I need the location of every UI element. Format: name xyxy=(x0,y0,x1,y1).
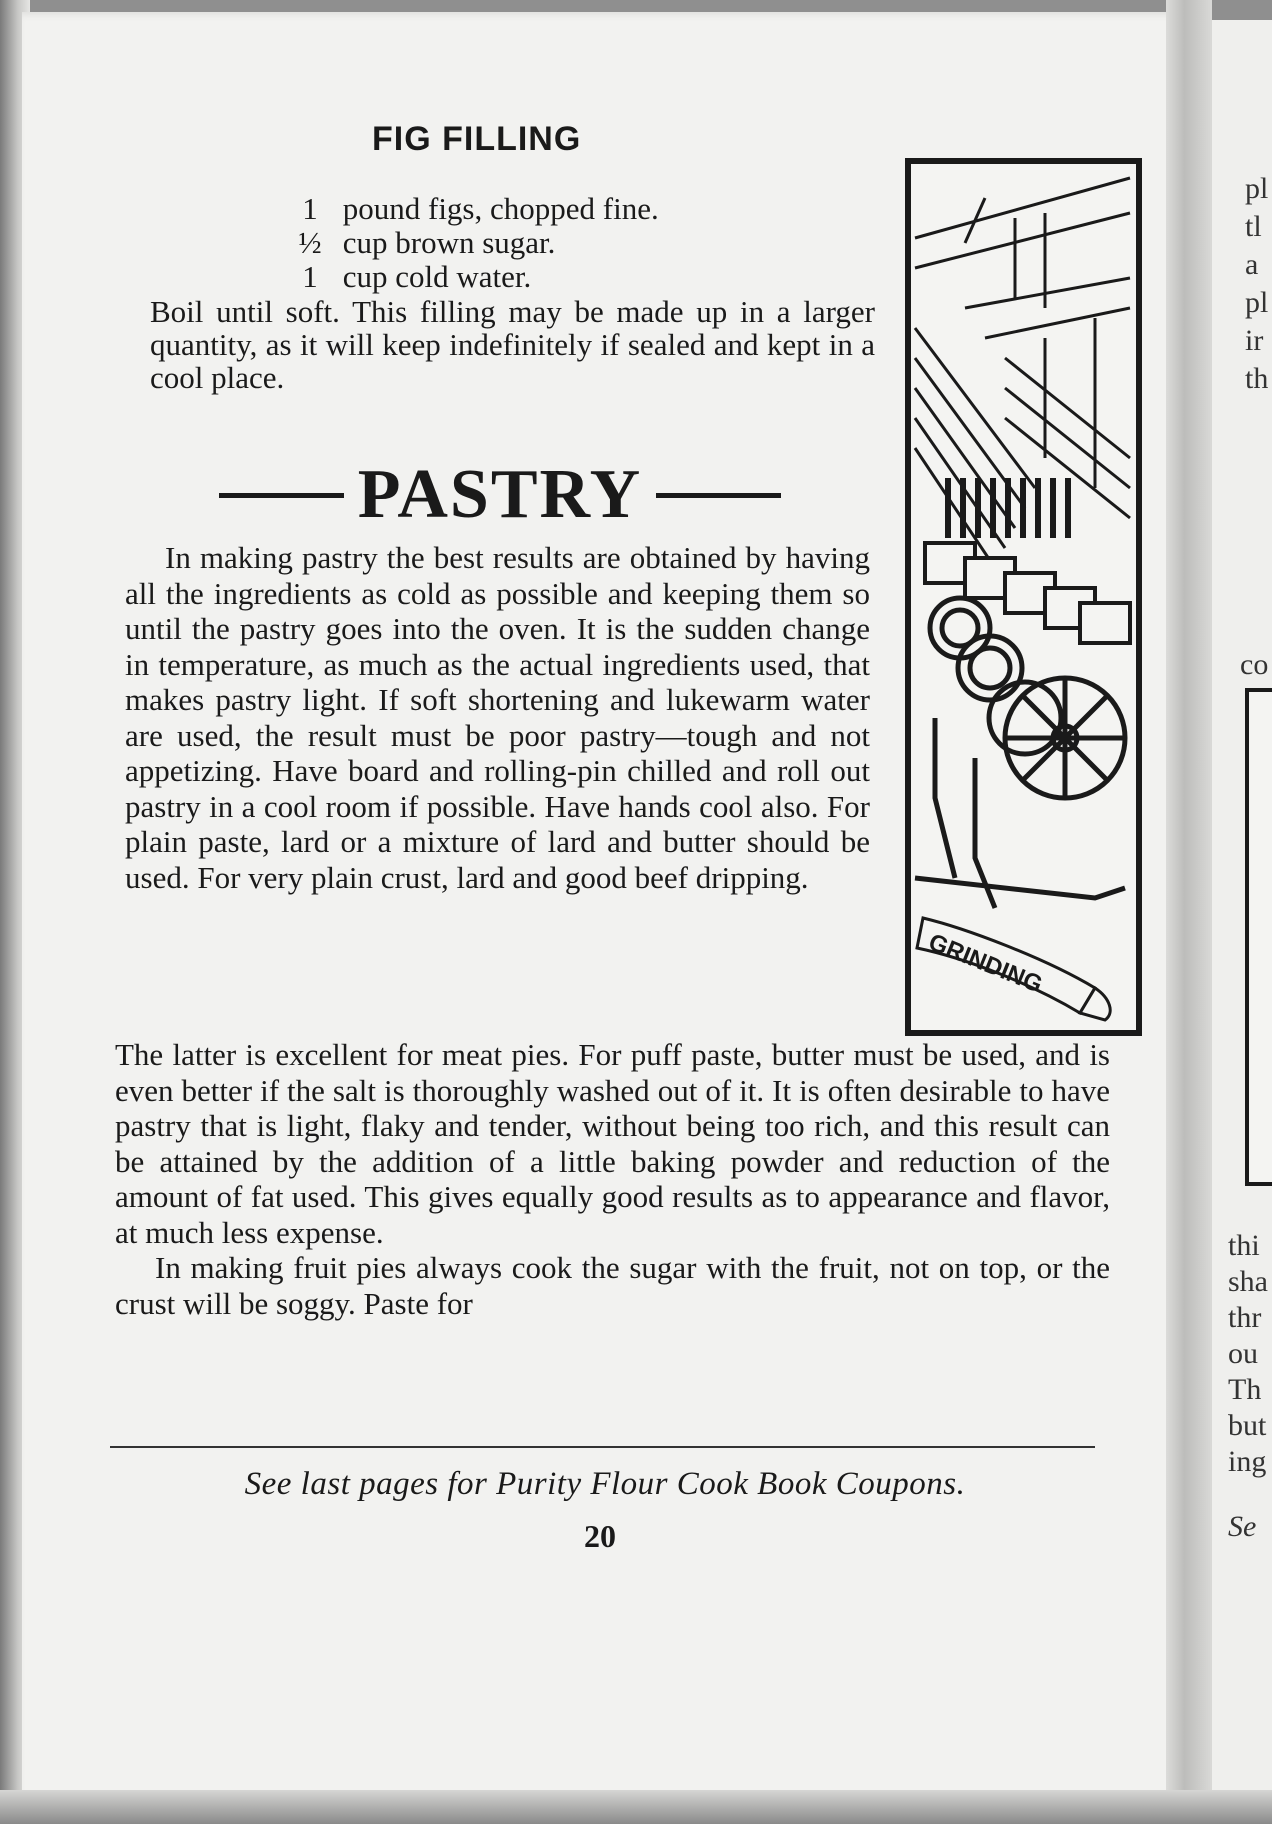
fragment-line: ir xyxy=(1245,324,1264,357)
ingredient-text: pound figs, chopped fine. xyxy=(342,191,659,226)
book-gutter xyxy=(1166,0,1212,1824)
fig-filling-instructions: Boil until soft. This filling may be made up in a larger quantity, as it will keep indefinitely if sealed and kept in a cool place. xyxy=(150,294,875,395)
fragment-line: Th xyxy=(1228,1373,1262,1406)
right-page-fragment-top xyxy=(1245,170,1268,398)
fragment-line: thr xyxy=(1228,1301,1262,1334)
ingredient-line xyxy=(285,226,659,260)
right-page-illustration-edge xyxy=(1245,688,1272,1186)
ingredient-qty: 1 xyxy=(302,191,318,226)
footer-note: See last pages for Purity Flour Cook Book Coupons. xyxy=(244,1466,966,1502)
footer-rule xyxy=(110,1446,1095,1448)
fragment-line: tl xyxy=(1245,210,1262,243)
fragment-line: but xyxy=(1228,1409,1267,1442)
fragment-line: a xyxy=(1245,248,1259,281)
pastry-paragraph-narrow: In making pastry the best results are obtained by having all the ingredients as cold as possible and keeping them so until the pastry goes into the oven. It is the sudden change in temperature, as much as the actual ingredients used, that makes pastry light. If soft shortening and lukewarm water are used, the result must be poor pastry—tough and not appetizing. Have board and rolling-pin chilled and roll out pastry in a cool room if possible. Have hands cool also. For plain paste, lard or a mixture of lard and butter should be used. For very plain crust, lard and good beef dripping. xyxy=(125,540,870,895)
grinding-illustration xyxy=(905,158,1142,1036)
book-bottom-edge xyxy=(0,1790,1272,1824)
fragment-line: ou xyxy=(1228,1337,1258,1370)
ingredient-text: cup brown sugar. xyxy=(342,225,556,260)
ingredient-qty: 1 xyxy=(302,259,318,294)
pastry-heading xyxy=(190,455,810,535)
pastry-title: PASTRY xyxy=(357,456,643,533)
ingredient-line xyxy=(285,260,659,294)
ingredient-qty: ½ xyxy=(298,225,322,260)
fragment-line: ing xyxy=(1228,1445,1267,1478)
ingredient-text: cup cold water. xyxy=(342,259,532,294)
fragment-line: pl xyxy=(1245,286,1269,319)
page-number: 20 xyxy=(584,1518,616,1554)
fig-filling-title: FIG FILLING xyxy=(372,120,582,158)
heading-rule-left xyxy=(219,493,344,498)
fragment-line: pl xyxy=(1245,172,1269,205)
illustration-banner-label: GRINDING xyxy=(924,928,1047,999)
pastry-paragraph-fruit-pies: In making fruit pies always cook the sugar with the fruit, not on top, or the crust will be soggy. Paste for xyxy=(115,1250,1110,1321)
right-page-fragment-middle: co xyxy=(1240,648,1269,681)
fig-filling-ingredients xyxy=(285,192,659,294)
ingredient-line xyxy=(285,192,659,226)
fragment-line: thi xyxy=(1228,1229,1260,1262)
pastry-text-wide xyxy=(115,1037,1110,1321)
pastry-paragraph-continued: The latter is excellent for meat pies. For puff paste, butter must be used, and is even better if the salt is thoroughly washed out of it. It is often desirable to have pastry that is light, flaky and tender, without being too rich, and this result can be attained by the addition of a little baking powder and reduction of the amount of fat used. This gives equally good results as to appearance and flavor, at much less expense. xyxy=(115,1037,1110,1250)
heading-rule-right xyxy=(656,493,781,498)
right-page-fragment-footer: Se xyxy=(1228,1510,1257,1543)
fragment-line: sha xyxy=(1228,1265,1268,1298)
right-page-fragment-bottom xyxy=(1228,1228,1268,1480)
fragment-line: th xyxy=(1245,362,1269,395)
